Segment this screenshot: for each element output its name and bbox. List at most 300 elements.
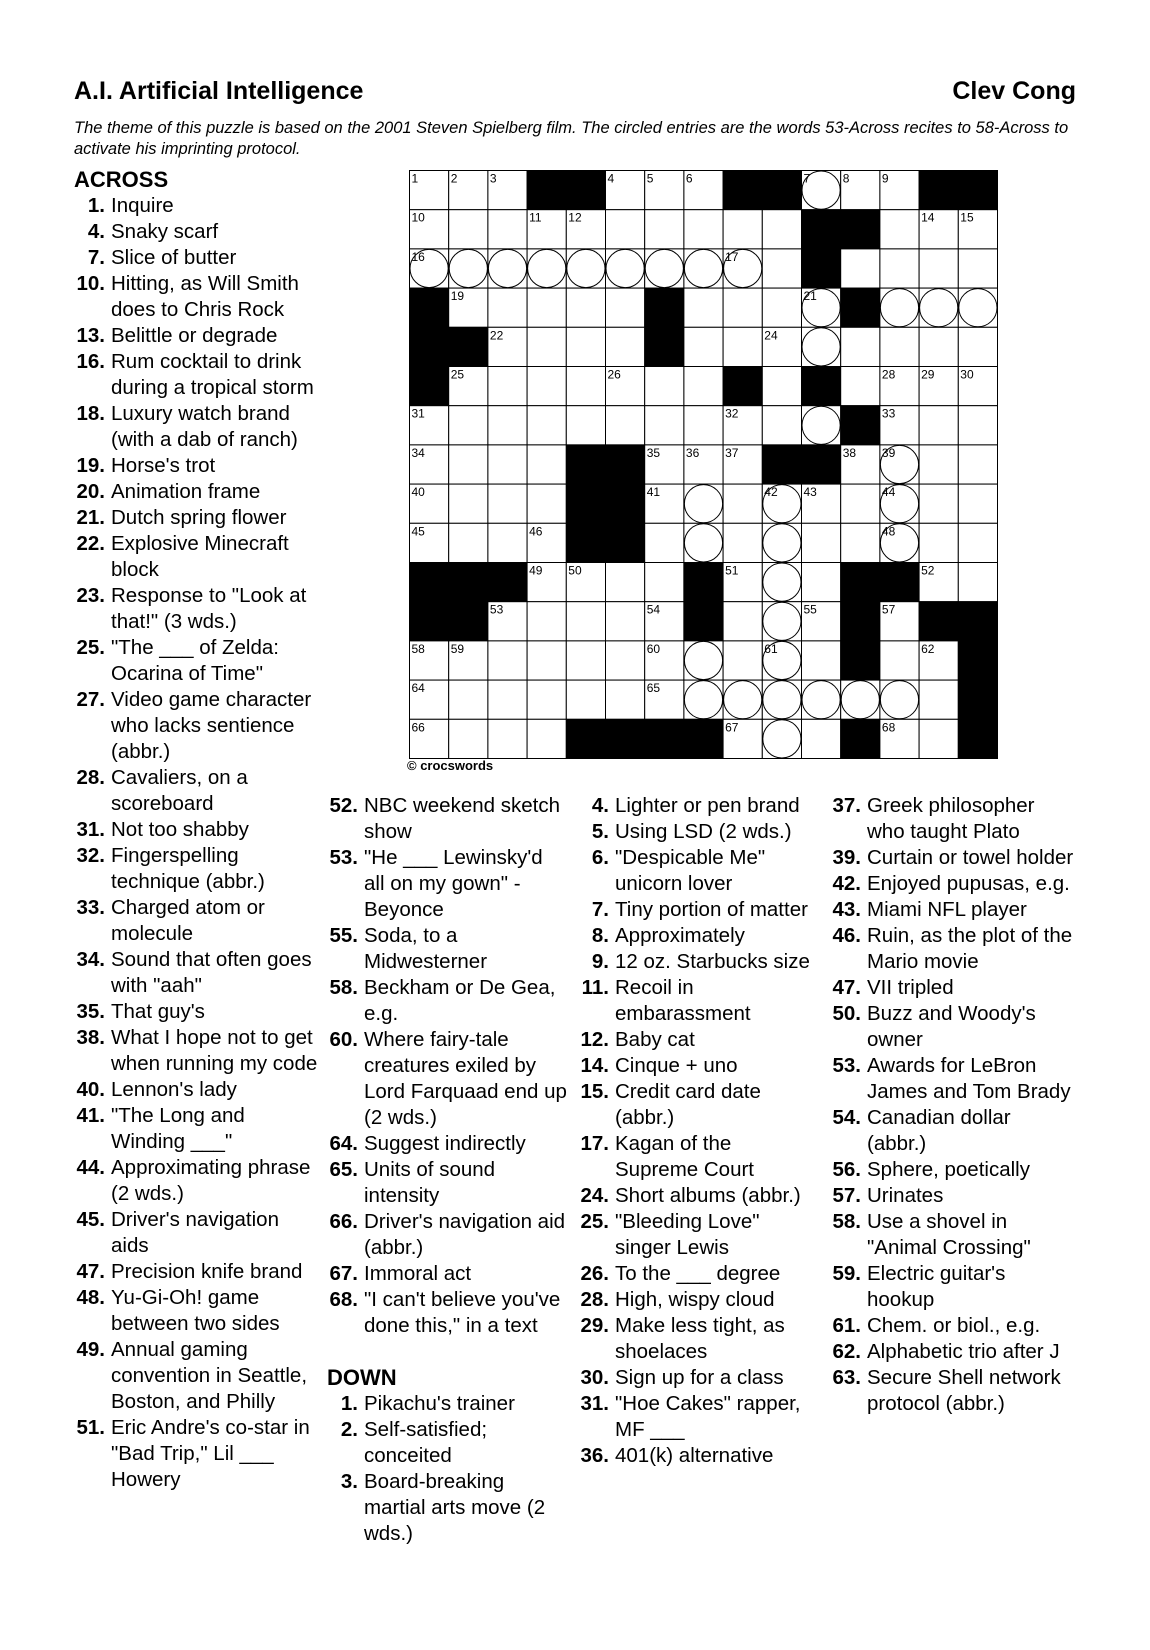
down-clue[interactable] (578, 1079, 818, 1131)
across-clue[interactable] (74, 635, 319, 687)
grid-cell[interactable] (488, 445, 527, 484)
grid-cell[interactable] (645, 406, 684, 445)
clue-text: Where fairy-tale creatures exiled by Lord Farquaad end up (2 wds.) (364, 1028, 567, 1129)
cell-number: 3 (489, 171, 497, 186)
grid-cell[interactable] (919, 445, 958, 484)
grid-cell[interactable] (958, 523, 997, 562)
clue-text: "He ___ Lewinsky'd all on my gown" - Beyonce (364, 846, 543, 921)
clue-number: 42. (832, 872, 861, 895)
clue-number: 43. (832, 898, 861, 921)
clue-number: 62. (832, 1340, 861, 1363)
grid-cell[interactable] (527, 406, 566, 445)
clue-number: 11. (581, 976, 609, 999)
grid-cell[interactable] (606, 210, 645, 249)
down-clue[interactable] (578, 1027, 818, 1053)
clue-text: Driver's navigation aid (abbr.) (364, 1210, 566, 1259)
clue-text: Pikachu's trainer (364, 1392, 515, 1415)
grid-cell[interactable] (841, 484, 880, 523)
grid-cell[interactable] (841, 523, 880, 562)
grid-cell[interactable] (919, 523, 958, 562)
grid-cell[interactable] (488, 484, 527, 523)
down-clue[interactable] (830, 1157, 1075, 1183)
grid-cell[interactable] (684, 210, 723, 249)
grid-cell[interactable] (449, 719, 488, 758)
clue-number: 47. (832, 976, 861, 999)
across-clue[interactable] (74, 583, 319, 635)
clue-number: 28. (76, 766, 105, 789)
down-clue[interactable] (578, 1287, 818, 1313)
down-clue[interactable] (578, 975, 818, 1027)
grid-cell[interactable] (606, 288, 645, 327)
across-clue[interactable] (74, 323, 319, 349)
grid-cell[interactable] (449, 680, 488, 719)
down-clue[interactable] (578, 819, 818, 845)
clue-text: Sound that often goes with "aah" (111, 948, 312, 997)
down-clue[interactable] (578, 1209, 818, 1261)
clue-text: Snaky scarf (111, 220, 219, 243)
black-square (841, 602, 880, 641)
grid-cell[interactable] (880, 249, 919, 288)
down-clue[interactable] (578, 1313, 818, 1365)
down-clue[interactable] (830, 1339, 1075, 1365)
crossword-grid[interactable] (409, 170, 999, 760)
clue-text: Charged atom or molecule (111, 896, 265, 945)
black-square (449, 327, 488, 366)
grid-cell[interactable] (566, 406, 605, 445)
clue-number: 64. (329, 1132, 358, 1155)
clue-number: 24. (580, 1184, 609, 1207)
grid-cell[interactable] (802, 563, 841, 602)
grid-cell[interactable] (723, 210, 762, 249)
clue-number: 65. (329, 1158, 358, 1181)
grid-cell[interactable] (606, 327, 645, 366)
black-square (841, 641, 880, 680)
across-clue[interactable] (74, 349, 319, 401)
grid-cell[interactable] (762, 367, 801, 406)
down-clue[interactable] (830, 1001, 1075, 1053)
cell-number: 30 (960, 367, 974, 382)
cell-number: 4 (607, 171, 615, 186)
black-square (802, 249, 841, 288)
grid-cell[interactable] (802, 719, 841, 758)
grid-cell[interactable] (723, 484, 762, 523)
grid-cell[interactable] (566, 367, 605, 406)
grid-cell[interactable] (919, 719, 958, 758)
grid-cell[interactable] (606, 563, 645, 602)
clue-text: Credit card date (abbr.) (615, 1080, 761, 1129)
grid-cell[interactable] (527, 641, 566, 680)
clue-text: Rum cocktail to drink during a tropical storm (111, 350, 314, 399)
down-clue[interactable] (830, 793, 1075, 845)
grid-cell[interactable] (566, 641, 605, 680)
cell-number: 25 (450, 367, 465, 382)
cell-number: 65 (646, 681, 661, 696)
clue-number: 22. (76, 532, 105, 555)
grid-cell[interactable] (527, 680, 566, 719)
clue-text: Suggest indirectly (364, 1132, 526, 1155)
grid-cell[interactable] (488, 367, 527, 406)
clue-text: Enjoyed pupusas, e.g. (867, 872, 1070, 895)
cell-number: 11 (529, 210, 542, 225)
grid-cell[interactable] (880, 210, 919, 249)
clue-text: That guy's (111, 1000, 205, 1023)
grid-cell[interactable] (958, 484, 997, 523)
across-clue[interactable] (74, 817, 319, 843)
grid-cell[interactable] (645, 523, 684, 562)
across-clue[interactable] (74, 843, 319, 895)
black-square (762, 445, 801, 484)
across-clue[interactable] (74, 1077, 319, 1103)
down-clue[interactable] (578, 923, 818, 949)
grid-cell[interactable] (723, 641, 762, 680)
across-clue[interactable] (74, 1103, 319, 1155)
clue-column-4 (830, 793, 1075, 1417)
across-clue[interactable] (74, 999, 319, 1025)
across-clue[interactable] (327, 923, 567, 975)
clue-number: 7. (591, 898, 609, 921)
grid-cell[interactable] (488, 210, 527, 249)
grid-cell[interactable] (841, 249, 880, 288)
grid-cell[interactable] (958, 563, 997, 602)
grid-cell[interactable] (606, 602, 645, 641)
clue-number: 28. (580, 1288, 609, 1311)
grid-cell[interactable] (606, 680, 645, 719)
cell-number: 46 (529, 524, 543, 539)
grid-cell[interactable] (527, 445, 566, 484)
grid-cell[interactable] (841, 367, 880, 406)
grid-cell[interactable] (449, 210, 488, 249)
cell-number: 59 (450, 641, 465, 656)
across-clue[interactable] (74, 479, 319, 505)
black-square (958, 602, 997, 641)
grid-cell[interactable] (723, 288, 762, 327)
grid-cell[interactable] (723, 602, 762, 641)
clue-text: Cinque + uno (615, 1054, 738, 1077)
grid-cell[interactable] (919, 406, 958, 445)
grid-cell[interactable] (566, 327, 605, 366)
clue-text: Using LSD (2 wds.) (615, 820, 792, 843)
clue-number: 47. (76, 1260, 105, 1283)
across-clue[interactable] (74, 895, 319, 947)
across-heading: ACROSS (74, 167, 169, 192)
across-clue[interactable] (327, 975, 567, 1027)
grid-cell[interactable] (762, 288, 801, 327)
clue-number: 30. (580, 1366, 609, 1389)
clue-text: Kagan of the Supreme Court (615, 1132, 755, 1181)
black-square (684, 563, 723, 602)
black-square (566, 523, 605, 562)
cell-number: 12 (568, 210, 582, 225)
clue-text: Tiny portion of matter (615, 898, 808, 921)
down-clue[interactable] (327, 1469, 567, 1547)
down-clue[interactable] (327, 1391, 567, 1417)
clue-number: 31. (580, 1392, 609, 1415)
puzzle-title: A.I. Artificial Intelligence (74, 77, 364, 105)
across-clue[interactable] (327, 1209, 567, 1261)
grid-cell[interactable] (841, 327, 880, 366)
clue-text: Use a shovel in "Animal Crossing" (867, 1210, 1031, 1259)
grid-cell[interactable] (527, 327, 566, 366)
across-clue[interactable] (74, 765, 319, 817)
grid-cell[interactable] (488, 288, 527, 327)
grid-cell[interactable] (527, 602, 566, 641)
clue-text: To the ___ degree (615, 1262, 781, 1285)
clue-text: High, wispy cloud (615, 1288, 775, 1311)
down-clue[interactable] (830, 975, 1075, 1001)
grid-cell[interactable] (880, 327, 919, 366)
across-clue-list-continued (327, 793, 567, 1339)
across-clue[interactable] (327, 1287, 567, 1339)
down-clue[interactable] (578, 1131, 818, 1183)
grid-cell[interactable] (919, 327, 958, 366)
black-square (841, 210, 880, 249)
down-clue[interactable] (830, 845, 1075, 871)
clue-number: 67. (329, 1262, 358, 1285)
grid-cell[interactable] (684, 406, 723, 445)
cell-number: 19 (450, 289, 465, 304)
cell-number: 62 (921, 641, 935, 656)
clue-number: 20. (76, 480, 105, 503)
clue-number: 52. (329, 794, 358, 817)
cell-number: 1 (411, 171, 419, 186)
clue-text: Greek philosopher who taught Plato (867, 794, 1035, 843)
black-square (645, 719, 684, 758)
grid-cell[interactable] (880, 641, 919, 680)
down-clue[interactable] (830, 897, 1075, 923)
down-clue[interactable] (578, 1183, 818, 1209)
cell-number: 48 (881, 524, 896, 539)
down-clue[interactable] (578, 1053, 818, 1079)
grid-cell[interactable] (488, 641, 527, 680)
grid-cell[interactable] (645, 210, 684, 249)
grid-cell[interactable] (645, 563, 684, 602)
across-clue[interactable] (74, 505, 319, 531)
black-square (566, 484, 605, 523)
across-clue[interactable] (74, 219, 319, 245)
grid-cell[interactable] (958, 327, 997, 366)
grid-cell[interactable] (566, 288, 605, 327)
down-clue[interactable] (578, 793, 818, 819)
down-clue[interactable] (830, 1313, 1075, 1339)
black-square (762, 171, 801, 210)
clue-text: Soda, to a Midwesterner (364, 924, 488, 973)
across-clue[interactable] (74, 193, 319, 219)
grid-cell[interactable] (449, 445, 488, 484)
down-clue-list (327, 1391, 567, 1547)
across-clue[interactable] (74, 1259, 319, 1285)
grid-cell[interactable] (958, 445, 997, 484)
clue-text: Sphere, poetically (867, 1158, 1030, 1181)
clue-number: 51. (76, 1416, 105, 1439)
black-square (566, 719, 605, 758)
across-clue[interactable] (74, 401, 319, 453)
clue-text: Hitting, as Will Smith does to Chris Rock (111, 272, 299, 321)
across-clue[interactable] (74, 1207, 319, 1259)
grid-cell[interactable] (449, 523, 488, 562)
clue-text: Cavaliers, on a scoreboard (111, 766, 248, 815)
black-square (958, 680, 997, 719)
cell-number: 36 (685, 445, 700, 460)
grid-cell[interactable] (684, 367, 723, 406)
clue-number: 25. (580, 1210, 609, 1233)
grid-cell[interactable] (606, 641, 645, 680)
across-clue[interactable] (74, 1025, 319, 1077)
clue-text: Video game character who lacks sentience (abbr.) (111, 688, 312, 763)
down-clue[interactable] (578, 1443, 818, 1469)
down-clue[interactable] (578, 897, 818, 923)
clue-text: Urinates (867, 1184, 944, 1207)
grid-cell[interactable] (684, 327, 723, 366)
across-clue[interactable] (74, 947, 319, 999)
down-clue[interactable] (578, 1391, 818, 1443)
clue-number: 49. (76, 1338, 105, 1361)
clue-number: 44. (76, 1156, 105, 1179)
down-clue[interactable] (830, 1105, 1075, 1157)
cell-number: 28 (881, 367, 896, 382)
grid-cell[interactable] (919, 680, 958, 719)
clue-text: Yu-Gi-Oh! game between two sides (111, 1286, 280, 1335)
grid-cell[interactable] (488, 680, 527, 719)
across-clue[interactable] (74, 1285, 319, 1337)
down-clue[interactable] (578, 949, 818, 975)
black-square (919, 171, 958, 210)
grid-cell[interactable] (527, 484, 566, 523)
clue-number: 27. (76, 688, 105, 711)
across-clue[interactable] (74, 245, 319, 271)
clue-number: 46. (832, 924, 861, 947)
down-heading: DOWN (327, 1365, 397, 1390)
down-clue[interactable] (578, 1365, 818, 1391)
clue-text: "Hoe Cakes" rapper, MF ___ (615, 1392, 801, 1441)
clue-text: Awards for LeBron James and Tom Brady (867, 1054, 1071, 1103)
clue-text: 12 oz. Starbucks size (615, 950, 810, 973)
clue-text: Electric guitar's hookup (867, 1262, 1006, 1311)
grid-cell[interactable] (566, 680, 605, 719)
cell-number: 14 (921, 210, 935, 225)
grid-cell[interactable] (958, 406, 997, 445)
across-clue[interactable] (327, 1261, 567, 1287)
down-clue[interactable] (578, 845, 818, 897)
clue-number: 63. (832, 1366, 861, 1389)
black-square (802, 367, 841, 406)
cell-number: 66 (411, 720, 425, 735)
down-clue[interactable] (830, 1209, 1075, 1261)
clue-number: 66. (329, 1210, 358, 1233)
black-square (841, 719, 880, 758)
clue-text: Precision knife brand (111, 1260, 303, 1283)
grid-cell[interactable] (723, 327, 762, 366)
grid-cell[interactable] (566, 602, 605, 641)
clue-text: Explosive Minecraft block (111, 532, 289, 581)
clue-text: Approximately (615, 924, 745, 947)
black-square (841, 406, 880, 445)
down-clue[interactable] (327, 1417, 567, 1469)
black-square (566, 445, 605, 484)
clue-text: "The Long and Winding ___" (111, 1104, 245, 1153)
cell-number: 60 (646, 641, 661, 656)
grid-cell[interactable] (449, 484, 488, 523)
down-clue[interactable] (830, 923, 1075, 975)
grid-cell[interactable] (762, 249, 801, 288)
clue-number: 4. (591, 794, 609, 817)
grid-cell[interactable] (527, 367, 566, 406)
across-clue[interactable] (327, 1027, 567, 1131)
down-clue[interactable] (830, 1365, 1075, 1417)
black-square (723, 171, 762, 210)
black-square (958, 171, 997, 210)
cell-number: 6 (685, 171, 693, 186)
clue-number: 59. (832, 1262, 861, 1285)
cell-number: 55 (803, 602, 817, 617)
down-clue[interactable] (578, 1261, 818, 1287)
across-clue[interactable] (74, 271, 319, 323)
clue-number: 60. (329, 1028, 358, 1051)
down-clue[interactable] (830, 1183, 1075, 1209)
clue-text: Immoral act (364, 1262, 472, 1285)
clue-number: 53. (832, 1054, 861, 1077)
clue-text: VII tripled (867, 976, 954, 999)
clue-text: "Bleeding Love" singer Lewis (615, 1210, 760, 1259)
down-clue[interactable] (830, 1053, 1075, 1105)
grid-cell[interactable] (488, 719, 527, 758)
grid-cell[interactable] (488, 406, 527, 445)
grid-cell[interactable] (527, 288, 566, 327)
clue-text: Buzz and Woody's owner (867, 1002, 1036, 1051)
across-clue[interactable] (327, 1131, 567, 1157)
grid-cell[interactable] (606, 406, 645, 445)
cell-number: 45 (411, 524, 425, 539)
grid-cell[interactable] (762, 210, 801, 249)
grid-cell[interactable] (723, 523, 762, 562)
grid-cell[interactable] (684, 288, 723, 327)
cell-number: 37 (725, 445, 739, 460)
across-clue[interactable] (327, 1157, 567, 1209)
clue-number: 26. (580, 1262, 609, 1285)
cell-number: 51 (725, 563, 739, 578)
black-square (606, 484, 645, 523)
clue-number: 38. (76, 1026, 105, 1049)
clue-number: 21. (76, 506, 105, 529)
grid-cell[interactable] (527, 719, 566, 758)
across-clue[interactable] (327, 845, 567, 923)
clue-column-1 (74, 167, 319, 1493)
down-clue[interactable] (830, 871, 1075, 897)
grid-cell[interactable] (449, 406, 488, 445)
clue-number: 55. (329, 924, 358, 947)
across-clue[interactable] (74, 1415, 319, 1493)
across-clue[interactable] (74, 453, 319, 479)
grid-cell[interactable] (958, 249, 997, 288)
across-clue[interactable] (74, 1337, 319, 1415)
down-clue[interactable] (830, 1261, 1075, 1313)
grid-cell[interactable] (802, 641, 841, 680)
grid-cell[interactable] (762, 406, 801, 445)
grid-cell[interactable] (645, 367, 684, 406)
across-clue[interactable] (74, 1155, 319, 1207)
across-clue[interactable] (74, 687, 319, 765)
clue-number: 14. (580, 1054, 609, 1077)
grid-cell[interactable] (919, 249, 958, 288)
across-clue[interactable] (74, 531, 319, 583)
black-square (723, 367, 762, 406)
grid-cell[interactable] (919, 484, 958, 523)
grid-cell[interactable] (488, 523, 527, 562)
cell-number: 16 (411, 249, 425, 264)
grid-cell[interactable] (802, 523, 841, 562)
across-clue[interactable] (327, 793, 567, 845)
black-square (645, 327, 684, 366)
cell-number: 40 (411, 485, 425, 500)
